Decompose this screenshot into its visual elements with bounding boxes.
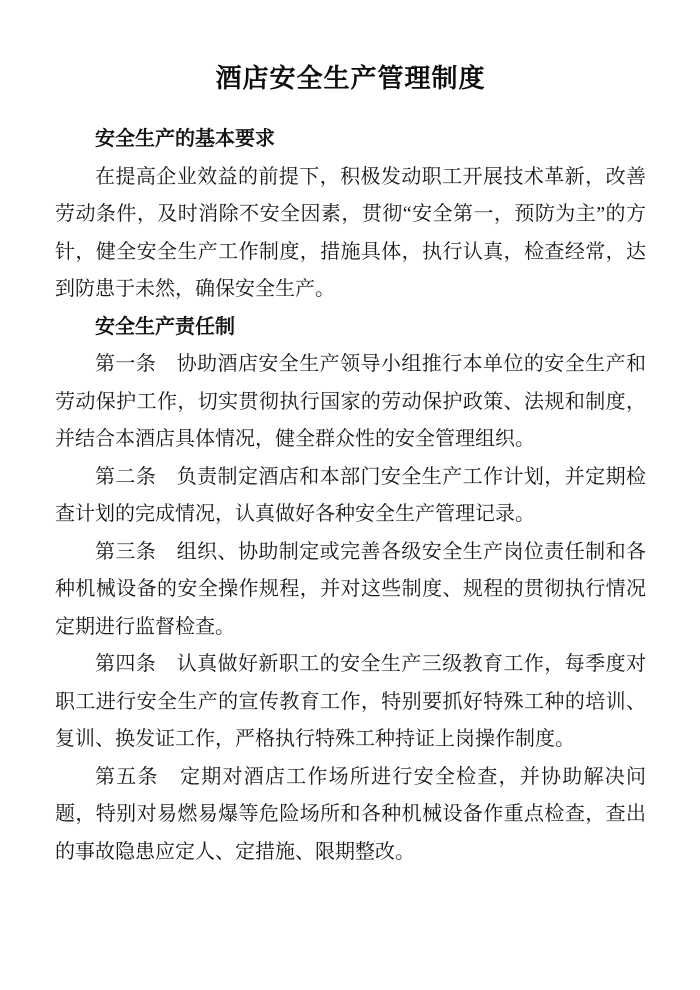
document-title: 酒店安全生产管理制度 xyxy=(215,63,486,93)
section-heading-basic-requirements: 安全生产的基本要求 xyxy=(95,128,275,150)
paragraph-basic-requirements: 在提高企业效益的前提下，积极发动职工开展技术革新，改善劳动条件，及时消除不安全因素，贯彻“安全第一，预防为主”的方针，健全安全生产工作制度，措施具体，执行认真，检查经常，达到防患于未然，确保安全生产。 xyxy=(55,165,646,300)
paragraph-article-3: 第三条 组织、协助制定或完善各级安全生产岗位责任制和各种机械设备的安全操作规程，并对这些制度、规程的贯彻执行情况定期进行监督检查。 xyxy=(55,540,646,638)
paragraph-article-4: 第四条 认真做好新职工的安全生产三级教育工作，每季度对职工进行安全生产的宣传教育工作，特别要抓好特殊工种的培训、复训、换发证工作，严格执行特殊工种持证上岗操作制度。 xyxy=(55,653,646,750)
section-heading-responsibility-system: 安全生产责任制 xyxy=(95,315,235,338)
paragraph-article-5: 第五条 定期对酒店工作场所进行安全检查，并协助解决问题，特别对易燃易爆等危险场所和各种机械设备作重点检查，查出的事故隐患应定人、定措施、限期整改。 xyxy=(55,765,646,863)
paragraph-article-2: 第二条 负责制定酒店和本部门安全生产工作计划，并定期检查计划的完成情况，认真做好各种安全生产管理记录。 xyxy=(55,465,646,525)
paragraph-article-1: 第一条 协助酒店安全生产领导小组推行本单位的安全生产和劳动保护工作，切实贯彻执行国家的劳动保护政策、法规和制度，并结合本酒店具体情况，健全群众性的安全管理组织。 xyxy=(55,353,646,450)
